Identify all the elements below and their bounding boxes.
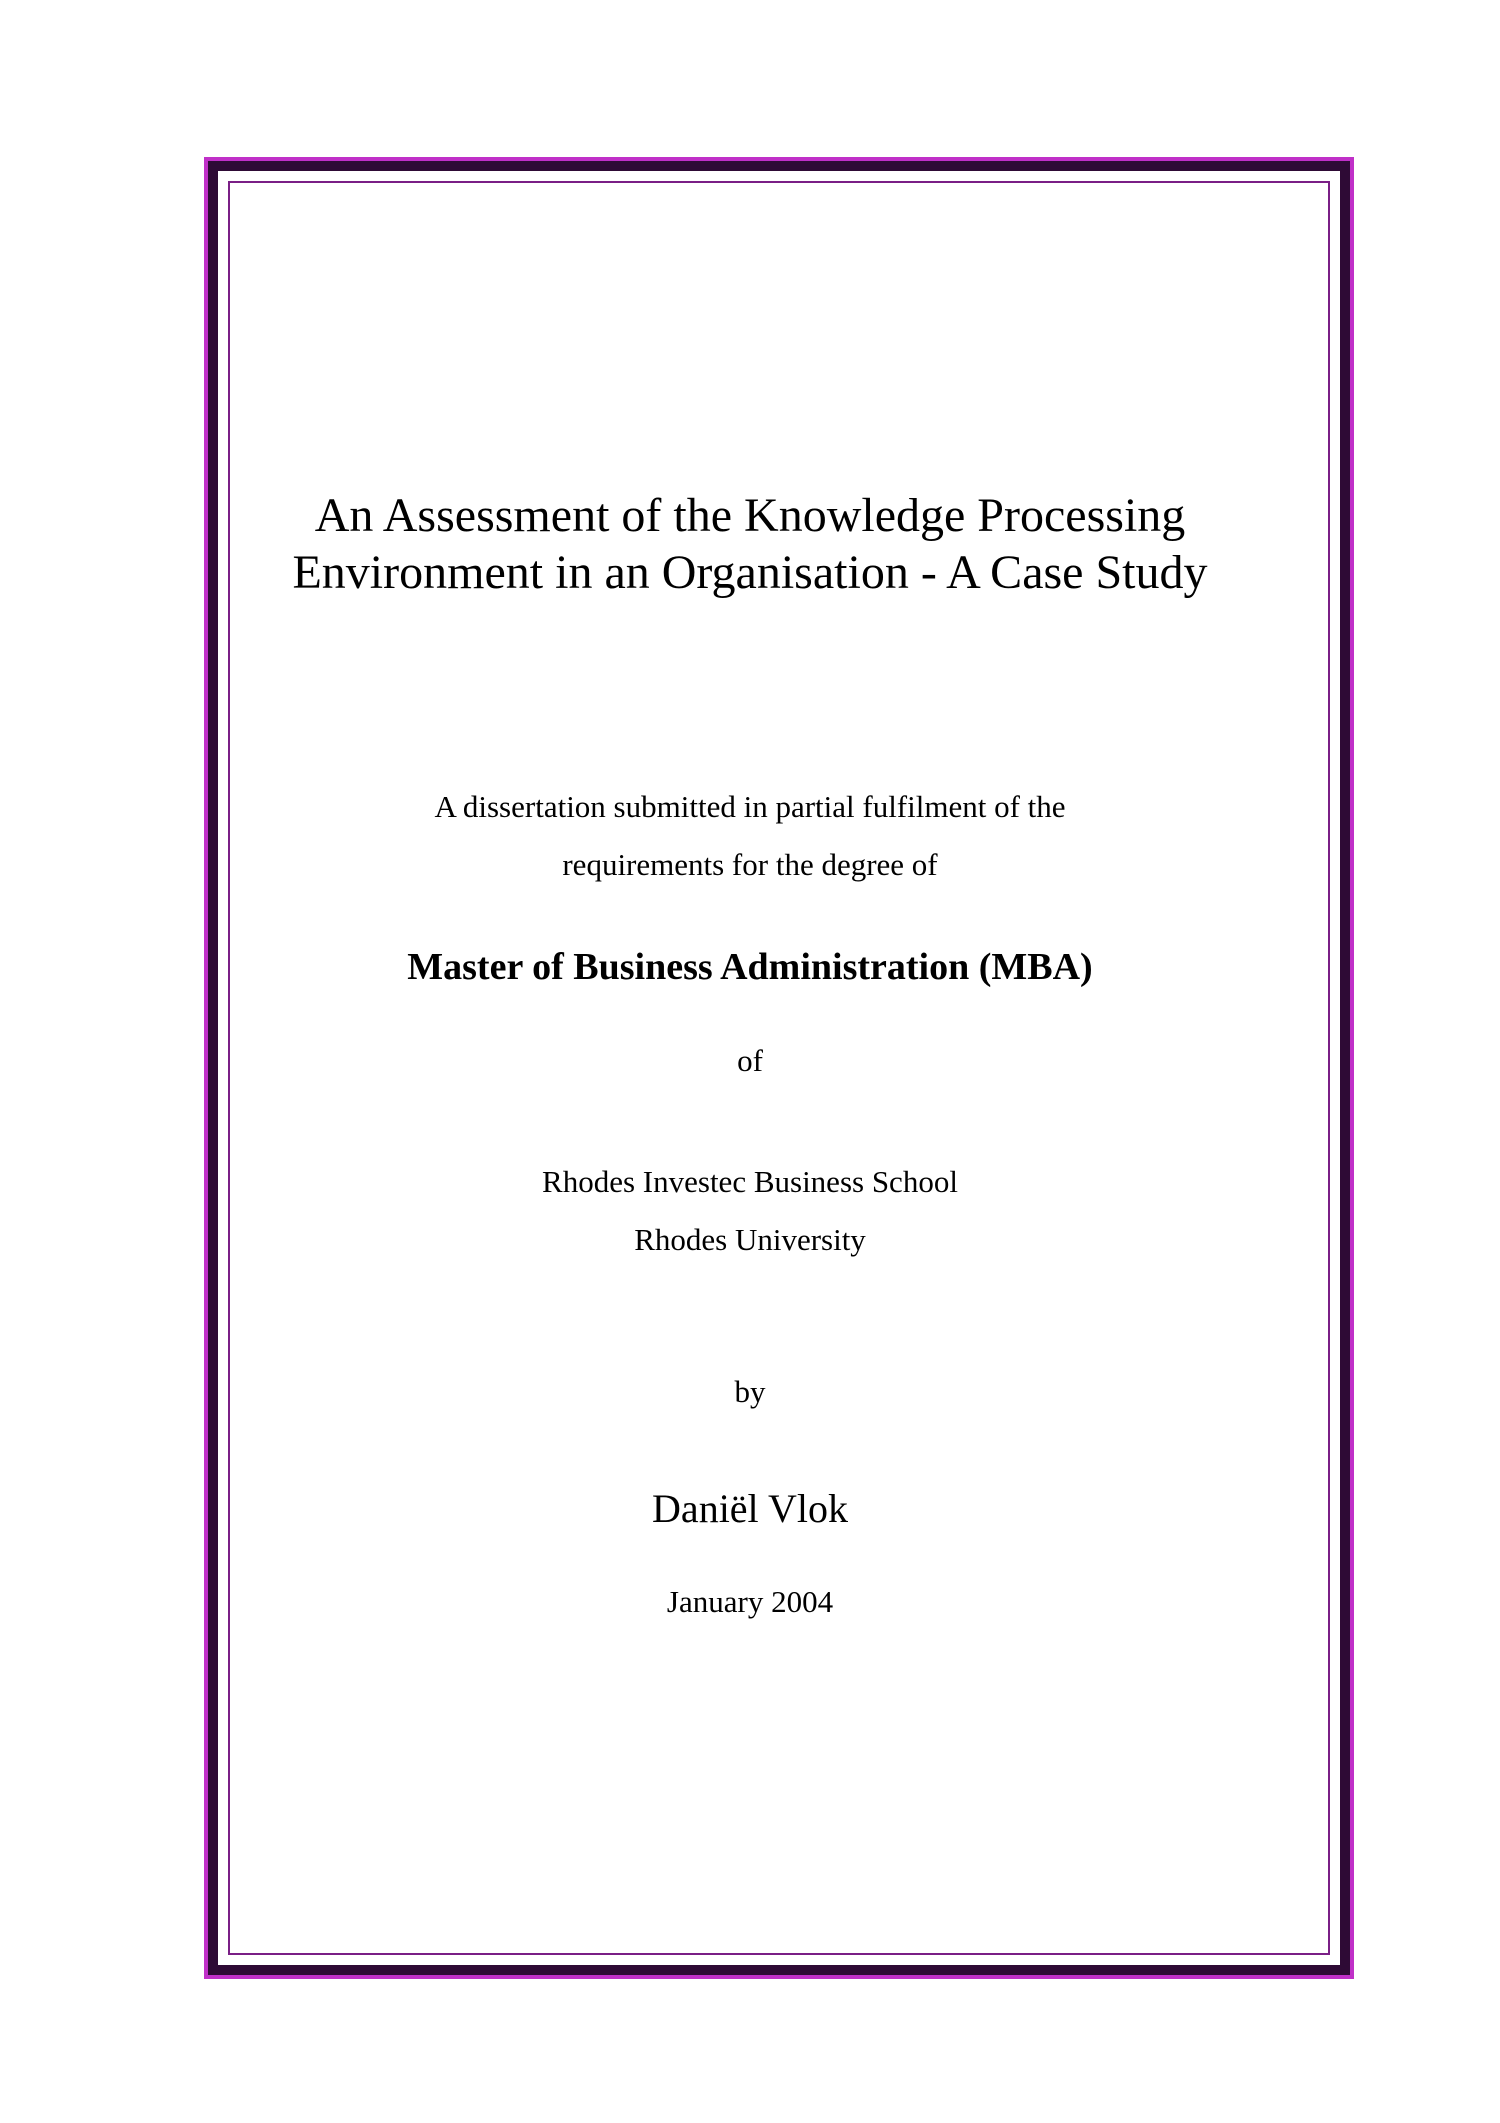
submission-statement — [0, 778, 1500, 894]
institution-university: Rhodes University — [634, 1222, 866, 1257]
institution — [0, 1153, 1500, 1269]
submission-line-2: requirements for the degree of — [562, 847, 938, 882]
submission-line-1: A dissertation submitted in partial fulfilment of the — [434, 789, 1066, 824]
dissertation-title — [0, 487, 1500, 601]
degree-name: Master of Business Administration (MBA) — [407, 946, 1093, 988]
title-line-1: An Assessment of the Knowledge Processing — [314, 489, 1186, 542]
title-line-2: Environment in an Organisation - A Case Study — [292, 546, 1208, 599]
submission-date: January 2004 — [666, 1584, 834, 1619]
of-label: of — [737, 1043, 763, 1078]
author-name: Daniël Vlok — [652, 1486, 848, 1531]
by-label: by — [734, 1374, 766, 1409]
institution-school: Rhodes Investec Business School — [542, 1164, 958, 1199]
